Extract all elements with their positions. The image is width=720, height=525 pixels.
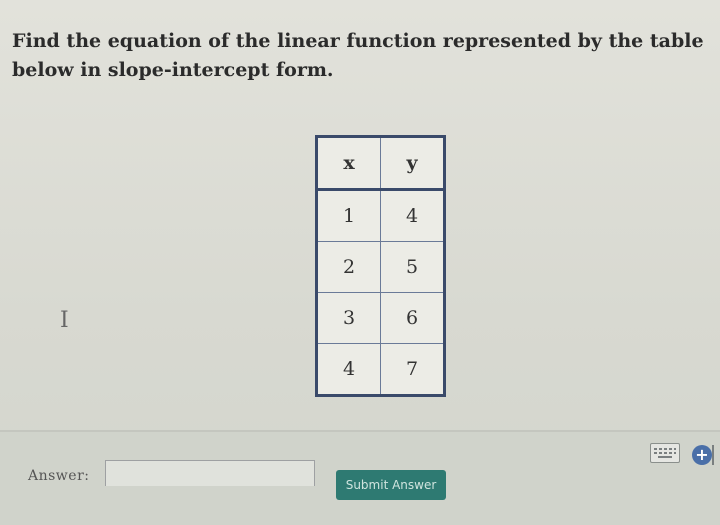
- data-table: [315, 135, 446, 397]
- answer-label: Answer:: [28, 468, 90, 484]
- table-header-x: x: [317, 137, 381, 190]
- table-cell-x: 3: [317, 293, 381, 344]
- table-header-row: [317, 137, 445, 190]
- table-cell-x: 4: [317, 344, 381, 396]
- keyboard-icon[interactable]: [650, 443, 680, 463]
- table-row: [317, 293, 445, 344]
- question-text: Find the equation of the linear function represented by the table below in slope-intercept form.: [12, 30, 704, 81]
- table-header-y: y: [381, 137, 445, 190]
- panel-edge-divider: [712, 445, 720, 465]
- table-cell-x: 2: [317, 242, 381, 293]
- submit-answer-button[interactable]: Submit Answer: [336, 470, 446, 500]
- answer-input[interactable]: [105, 460, 315, 486]
- table-cell-y: 6: [381, 293, 445, 344]
- table-cell-y: 4: [381, 190, 445, 242]
- table-row: [317, 190, 445, 242]
- table-cell-y: 7: [381, 344, 445, 396]
- plus-circle-icon[interactable]: +: [692, 445, 712, 465]
- table-cell-x: 1: [317, 190, 381, 242]
- table-row: [317, 344, 445, 396]
- table-row: [317, 242, 445, 293]
- text-cursor-icon: I: [60, 308, 69, 333]
- table-cell-y: 5: [381, 242, 445, 293]
